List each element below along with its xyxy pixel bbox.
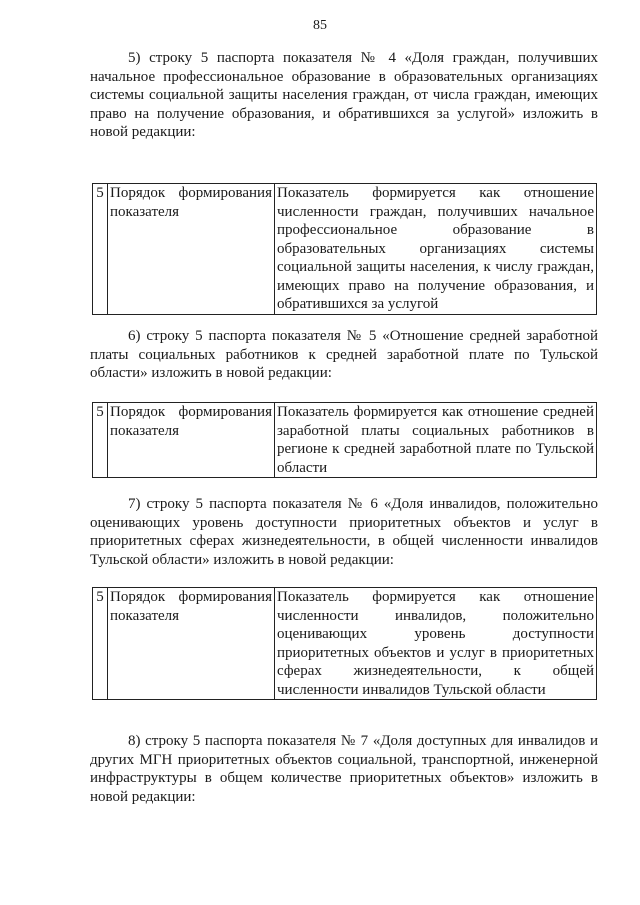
row-description-cell: Показатель формируется как отношение численности граждан, получивших начальное профессиональное образование в образовательных организациях системы социальной защиты населения, к числу граждан, имеющих право на получение образования, и обратившихся за услугой	[275, 184, 597, 315]
row-number-cell: 5	[93, 588, 108, 700]
row-name-cell: Порядок формирования показателя	[108, 588, 275, 700]
section-7-intro: 7) строку 5 паспорта показателя № 6 «Доля инвалидов, положительно оценивающих уровень доступности приоритетных объектов и услуг в приоритетных сферах жизнедеятельности, в общей численности инвалидов Тульской области» изложить в новой редакции:	[90, 496, 598, 568]
row-description-cell: Показатель формируется как отношение численности инвалидов, положительно оценивающих уровень доступности приоритетных объектов и услуг в приоритетных сферах жизнедеятельности, к общей численности инвалидов Тульской области	[275, 588, 597, 700]
row-name-cell: Порядок формирования показателя	[108, 184, 275, 315]
page-number: 85	[313, 18, 327, 33]
table-row	[93, 403, 597, 478]
section-8-intro: 8) строку 5 паспорта показателя № 7 «Доля доступных для инвалидов и других МГН приоритетных объектов социальной, транспортной, инженерной инфраструктуры в общем количестве приоритетных объектов» изложить в новой редакции:	[90, 733, 598, 805]
row-number-cell: 5	[93, 403, 108, 478]
section-5-table	[92, 183, 597, 315]
row-number-cell: 5	[93, 184, 108, 315]
section-5-intro: 5) строку 5 паспорта показателя № 4 «Доля граждан, получивших начальное профессиональное образование в образовательных организациях системы социальной защиты населения граждан, от числа граждан, имеющих право на получение образования, и обратившихся за услугой» изложить в новой редакции:	[90, 50, 598, 140]
section-6-table	[92, 402, 597, 478]
row-name-cell: Порядок формирования показателя	[108, 403, 275, 478]
section-7-table	[92, 587, 597, 700]
row-description-cell: Показатель формируется как отношение средней заработной платы социальных работников в регионе к средней заработной плате по Тульской области	[275, 403, 597, 478]
section-6-intro: 6) строку 5 паспорта показателя № 5 «Отношение средней заработной платы социальных работников к средней заработной плате по Тульской области» изложить в новой редакции:	[90, 328, 598, 381]
table-row	[93, 588, 597, 700]
table-row	[93, 184, 597, 315]
